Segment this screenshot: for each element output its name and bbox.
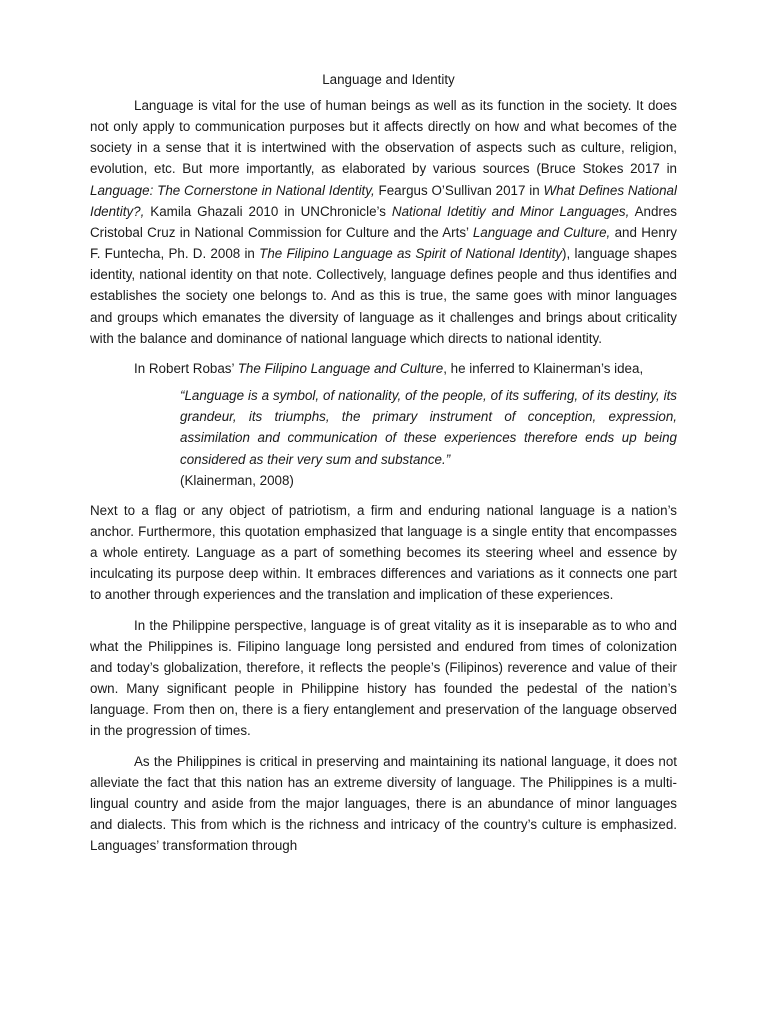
block-quote xyxy=(180,385,677,491)
quote-citation: (Klainerman, 2008) xyxy=(180,472,294,488)
paragraph-1-text-5: and Henry F. Funtecha, Ph. D. 2008 in xyxy=(90,224,677,262)
document-page xyxy=(90,0,677,1024)
paragraph-1-text-1: Language is vital for the use of human beings as well as its function in the society. It does not only apply to communication purposes but it affects directly on how and what becomes of the society in a sense that it is intertwined with the observation of aspects such as culture, religion, evolution, etc. But more importantly, as elaborated by various sources (Bruce Stokes 2017 in xyxy=(90,98,677,177)
paragraph-1-text-6: ), language shapes identity, national identity on that note. Collectively, language defines people and thus identifies and establishes the society one belongs to. And as this is true, the same goes with minor languages and groups which emanates the diversity of language as it challenges and brings about criticality with the balance and dominance of national language which directs to national identity. xyxy=(90,246,677,346)
quote-text: “Language is a symbol, of nationality, of the people, of its suffering, of its destiny, its grandeur, its triumphs, the primary instrument of conception, expression, assimilation and communication of these experiences therefore ends up being considered as their very sum and substance.” xyxy=(180,388,677,467)
paragraph-1-italic-4: Language and Culture, xyxy=(472,224,611,240)
paragraph-1-italic-3: National Idetitiy and Minor Languages, xyxy=(391,203,630,219)
paragraph-1-text-3: Kamila Ghazali 2010 in UNChronicle’s xyxy=(144,203,392,219)
document-title: Language and Identity xyxy=(322,72,455,87)
paragraph-2-text-1: In Robert Robas’ xyxy=(134,360,238,376)
paragraph-1-italic-1: Language: The Cornerstone in National Identity, xyxy=(90,182,375,198)
paragraph-1 xyxy=(90,95,677,349)
paragraph-1-text-2: Feargus O’Sullivan 2017 in xyxy=(374,182,544,198)
paragraph-2-text-2: , he inferred to Klainerman’s idea, xyxy=(443,360,644,376)
paragraph-1-italic-2: What Defines National Identity?, xyxy=(90,182,677,219)
paragraph-5: As the Philippines is critical in preserving and maintaining its national language, it does not alleviate the fact that this nation has an extreme diversity of language. The Philippines is a multi-lingual country and aside from the major languages, there is an abundance of minor languages and dialects. This from which is the richness and intricacy of the country’s culture is emphasized. Languages’ transformation through xyxy=(90,753,677,854)
paragraph-4: In the Philippine perspective, language is of great vitality as it is inseparable as to who and what the Philippines is. Filipino language long persisted and endured from times of colonization and today’s globalization, therefore, it reflects the people’s (Filipinos) reverence and value of their own. Many significant people in Philippine history has founded the pedestal of the nation’s language. From then on, there is a fiery entanglement and preservation of the language observed in the progression of times. xyxy=(90,617,677,739)
paragraph-1-text-4: Andres Cristobal Cruz in National Commission for Culture and the Arts’ xyxy=(90,203,677,240)
paragraph-1-italic-5: The Filipino Language as Spirit of National Identity xyxy=(259,246,563,262)
paragraph-2-italic-1: The Filipino Language and Culture xyxy=(237,360,444,376)
paragraph-2 xyxy=(90,358,677,379)
paragraph-3: Next to a flag or any object of patriotism, a firm and enduring national language is a nation’s anchor. Furthermore, this quotation emphasized that language is a single entity that encompasses a whole entirety. Language as a part of something becomes its steering wheel and essence by inculcating its purpose deep within. It embraces differences and variations as it connects one part to another through experiences and the translation and implication of these experiences. xyxy=(90,502,677,603)
